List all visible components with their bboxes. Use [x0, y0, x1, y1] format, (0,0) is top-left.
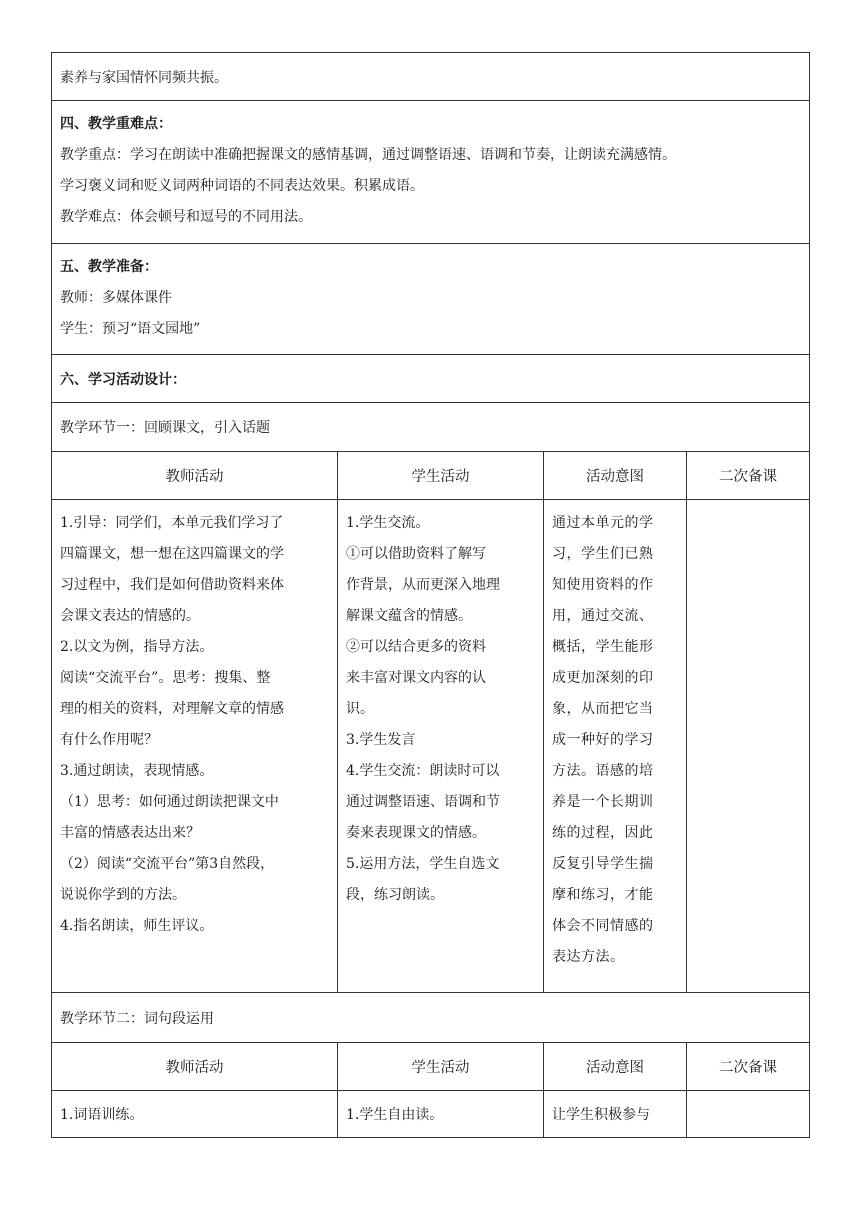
- teacher-line: 有什么作用呢？: [60, 732, 158, 748]
- intent-line: 反复引导学生揣: [552, 856, 654, 872]
- intent-line: 表达方法。: [552, 949, 625, 965]
- header-second-prep: 二次备课: [687, 452, 810, 500]
- teacher-line: 1.引导：同学们，本单元我们学习了: [60, 515, 284, 531]
- stage-2-student-activity: 1.学生自由读。: [346, 1107, 444, 1123]
- lesson-plan-table: [51, 52, 810, 1138]
- section-5-line: 学生：预习“语文园地”: [60, 321, 201, 337]
- lesson-plan-page: [51, 52, 809, 1138]
- stage-1-content-row: [52, 500, 810, 993]
- student-line: ②可以结合更多的资料: [346, 639, 486, 655]
- teacher-line: 4.指名朗读，师生评议。: [60, 918, 214, 934]
- section-4: [52, 101, 810, 244]
- intent-line: 练的过程，因此: [552, 825, 654, 841]
- teacher-line: 阅读“交流平台”。思考：搜集、整: [60, 670, 271, 686]
- section-4-line: 学习褒义词和贬义词两种词语的不同表达效果。积累成语。: [60, 178, 424, 194]
- stage-2-activity-intent: 让学生积极参与: [552, 1107, 650, 1123]
- teacher-line: 2.以文为例，指导方法。: [60, 639, 214, 655]
- header-activity-intent: 活动意图: [544, 1043, 687, 1091]
- intent-line: 摩和练习，才能: [552, 887, 654, 903]
- activity-intent-cell: [544, 500, 687, 993]
- student-line: 4.学生交流：朗读时可以: [346, 763, 500, 779]
- top-row: [52, 53, 810, 101]
- teacher-line: 四篇课文，想一想在这四篇课文的学: [60, 546, 284, 562]
- student-line: 通过调整语速、语调和节: [346, 794, 500, 810]
- student-line: 作背景，从而更深入地理: [346, 577, 500, 593]
- header-second-prep: 二次备课: [687, 1043, 810, 1091]
- intent-line: 体会不同情感的: [552, 918, 654, 934]
- teacher-activity-cell: [52, 500, 338, 993]
- intent-line: 通过本单元的学: [552, 515, 654, 531]
- header-student-activity: 学生活动: [338, 1043, 544, 1091]
- stage-2-header-row: [52, 1043, 810, 1091]
- section-6-title: 六、学习活动设计：: [60, 371, 186, 388]
- student-line: 3.学生发言: [346, 732, 416, 748]
- top-row-text: 素养与家国情怀同频共振。: [60, 69, 228, 86]
- section-5: [52, 244, 810, 355]
- stage-2-content-row: [52, 1091, 810, 1138]
- stage-1-header-row: [52, 452, 810, 500]
- intent-line: 成更加深刻的印: [552, 670, 654, 686]
- student-line: 来丰富对课文内容的认: [346, 670, 486, 686]
- section-5-line: 教师：多媒体课件: [60, 290, 172, 306]
- stage-2-second-prep: [687, 1091, 810, 1138]
- intent-line: 知使用资料的作: [552, 577, 654, 593]
- student-line: 奏来表现课文的情感。: [346, 825, 486, 841]
- teacher-line: 丰富的情感表达出来？: [60, 825, 200, 841]
- student-line: 5.运用方法，学生自选文: [346, 856, 500, 872]
- stage-2-title-row: [52, 993, 810, 1043]
- teacher-line: 会课文表达的情感的。: [60, 608, 200, 624]
- section-4-title: 四、教学重难点：: [60, 116, 172, 132]
- teacher-line: 3.通过朗读，表现情感。: [60, 763, 214, 779]
- section-4-line: 教学重点：学习在朗读中准确把握课文的感情基调，通过调整语速、语调和节奏，让朗读充满感情。: [60, 147, 676, 163]
- intent-line: 用，通过交流、: [552, 608, 654, 624]
- header-teacher-activity: 教师活动: [52, 452, 338, 500]
- section-6: [52, 355, 810, 403]
- student-activity-cell: [338, 500, 544, 993]
- header-activity-intent: 活动意图: [544, 452, 687, 500]
- section-4-line: 教学难点：体会顿号和逗号的不同用法。: [60, 209, 312, 225]
- header-teacher-activity: 教师活动: [52, 1043, 338, 1091]
- stage-2-teacher-activity: 1.词语训练。: [60, 1107, 144, 1123]
- section-5-title: 五、教学准备：: [60, 259, 158, 275]
- intent-line: 养是一个长期训: [552, 794, 654, 810]
- intent-line: 概括，学生能形: [552, 639, 654, 655]
- student-line: 段，练习朗读。: [346, 887, 444, 903]
- intent-line: 成一种好的学习: [552, 732, 654, 748]
- student-line: ①可以借助资料了解写: [346, 546, 486, 562]
- second-prep-cell: [687, 500, 810, 993]
- stage-1-title: 教学环节一：回顾课文，引入话题: [60, 420, 270, 436]
- intent-line: 习，学生们已熟: [552, 546, 654, 562]
- intent-line: 象，从而把它当: [552, 701, 654, 717]
- teacher-line: （2）阅读“交流平台”第3自然段，: [60, 856, 275, 872]
- student-line: 解课文蕴含的情感。: [346, 608, 472, 624]
- stage-1-title-row: [52, 403, 810, 452]
- stage-2-title: 教学环节二：词句段运用: [60, 1010, 214, 1027]
- intent-line: 方法。语感的培: [552, 763, 654, 779]
- teacher-line: 理的相关的资料，对理解文章的情感: [60, 701, 284, 717]
- header-student-activity: 学生活动: [338, 452, 544, 500]
- student-line: 1.学生交流。: [346, 515, 430, 531]
- teacher-line: 说说你学到的方法。: [60, 887, 186, 903]
- teacher-line: （1）思考：如何通过朗读把课文中: [60, 794, 279, 810]
- student-line: 识。: [346, 701, 374, 717]
- teacher-line: 习过程中，我们是如何借助资料来体: [60, 577, 284, 593]
